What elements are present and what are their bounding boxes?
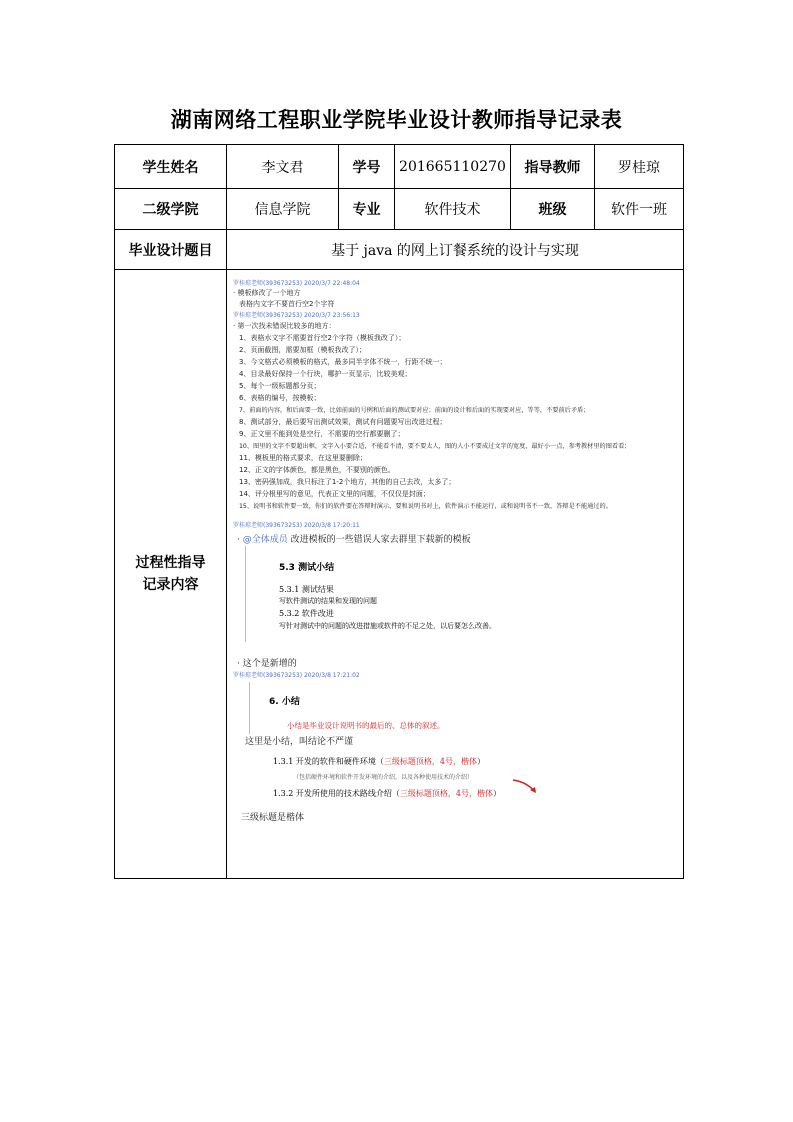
screenshot-line: 1.3.1 开发的软件和硬件环境（三级标题顶格，4号，楷体） — [273, 757, 485, 766]
list-item: 5、每个一级标题都分页； — [239, 382, 321, 390]
screenshot-red-text: 三级标题顶格，4号，楷体 — [399, 789, 493, 798]
chat-meta: 罗桂琼老师(393673253) 2020/3/8 17:20:11 — [233, 522, 360, 529]
screenshot-subheading: 5.3.2 软件改进 — [279, 609, 334, 618]
chat-text: · @全体成员 改进模板的一些错误人家去群里下载新的模板 — [237, 535, 471, 545]
chat-text: · 这个是新增的 — [237, 659, 297, 669]
screenshot-red-text: 小结是毕业设计说明书的最后的、总体的叙述。 — [287, 721, 445, 730]
chat-text: 改进模板的一些错误人家去群里下载新的模板 — [287, 535, 471, 545]
student-id-value: 201665110270 — [395, 145, 511, 189]
list-item: 6、表格的编号，按模板； — [239, 394, 321, 402]
list-item: 3、今文格式必须模板的格式，最多同半字体不统一，行距不统一； — [239, 358, 447, 366]
college-label: 二级学院 — [115, 189, 227, 230]
process-record-label-line2: 记录内容 — [142, 577, 199, 593]
chat-meta: 罗桂琼老师(393673253) 2020/3/8 17:21:02 — [233, 672, 360, 679]
chat-text: 表格内文字不要首行空2个字符 — [239, 300, 335, 308]
student-id-label: 学号 — [339, 145, 395, 189]
table-row — [115, 145, 684, 189]
red-arrow-icon — [511, 778, 541, 796]
list-item: 15、说明书和软件要一致，你们的软件要在答辩时演示，要和说明书对上，软件演示不能运行，或和说明书不一致，答辩是不能通过的。 — [239, 503, 612, 510]
chat-log-screenshot — [227, 270, 684, 879]
screenshot-heading: 5.3 测试小结 — [279, 563, 335, 573]
screenshot-text: 写针对测试中的问题的改进措施或软件的不足之处，以后要怎么改善。 — [279, 622, 496, 630]
screenshot-text: 写软件测试的结果和发现的问题 — [279, 597, 377, 605]
major-label: 专业 — [339, 189, 395, 230]
chat-text: · 第一次找未错误比较多的地方： — [233, 322, 336, 330]
chat-meta: 罗桂琼老师(393673253) 2020/3/7 23:56:13 — [233, 312, 360, 319]
heading-format-screenshot — [253, 748, 571, 804]
chat-text: 三级标题是楷体 — [241, 813, 305, 823]
list-item: 7、前面的内容，和后面要一致，比如前面的号例和后面的测试要对应；前面的设计和后面的实现要对应，等等，不要前后矛盾； — [239, 407, 590, 414]
table-row — [115, 270, 684, 879]
teacher-value: 罗桂琼 — [595, 145, 684, 189]
topic-value: 基于 java 的网上订餐系统的设计与实现 — [227, 230, 684, 270]
list-item: 1、表格水文字不需要首行空2个字符（模板我改了）； — [239, 334, 406, 342]
major-value: 软件技术 — [395, 189, 511, 230]
teacher-label: 指导教师 — [511, 145, 595, 189]
screenshot-red-text: 三级标题顶格，4号，楷体 — [383, 757, 477, 766]
list-item: 8、测试部分，最后要写出测试效果，测试有问题要写出改进过程； — [239, 418, 447, 426]
list-item: 4、目录最好保持一个行块，哪护一页显示，比较美观； — [239, 370, 412, 378]
college-value: 信息学院 — [227, 189, 339, 230]
screenshot-heading: 6. 小结 — [269, 697, 300, 707]
template-screenshot — [249, 546, 559, 646]
chat-meta: 罗桂琼老师(393673253) 2020/3/7 22:48:04 — [233, 280, 360, 287]
list-item: 11、模板里的格式要求，在这里要删除； — [239, 454, 367, 462]
chat-text: 这里是小结，叫结论不严谨 — [245, 737, 354, 747]
screenshot-note: （包括硬件环境和软件开发环境的介绍，以及各种使用技术的介绍） — [293, 774, 474, 781]
student-name-value: 李文君 — [227, 145, 339, 189]
summary-screenshot — [253, 682, 513, 736]
table-row — [115, 189, 684, 230]
process-record-label — [115, 270, 227, 879]
image-border — [245, 546, 246, 642]
class-label: 班级 — [511, 189, 595, 230]
screenshot-line: 1.3.2 开发所使用的技术路线介绍（三级标题顶格，4号，楷体） — [273, 789, 501, 798]
topic-label: 毕业设计题目 — [115, 230, 227, 270]
list-item: 9、正文里不能到处是空行，不需要的空行都要删了； — [239, 430, 405, 438]
image-border — [249, 682, 250, 734]
page-title: 湖南网络工程职业学院毕业设计教师指导记录表 — [170, 107, 623, 132]
list-item: 2、页面截图，需要加框（模板我改了）； — [239, 346, 366, 354]
class-value: 软件一班 — [595, 189, 684, 230]
screenshot-subheading: 5.3.1 测试结果 — [279, 585, 334, 594]
guidance-record-table — [114, 144, 684, 879]
mention-all: @全体成员 — [242, 535, 288, 545]
process-record-label-line1: 过程性指导 — [135, 555, 206, 571]
table-row — [115, 230, 684, 270]
chat-text: · 模板修改了一个地方 — [233, 289, 301, 297]
student-name-label: 学生姓名 — [115, 145, 227, 189]
list-item: 13、密码强加成，我只标注了1-2个地方，其他的自己去改，太多了； — [239, 478, 456, 486]
list-item: 10、图里的文字不要超出框，文字入小要合适，不能看不清，要不要太人，图的人小不要成过文字的宽度，最好小一点，参考教材里的图看看； — [239, 443, 631, 450]
list-item: 12、正文的字体颜色，都是黑色，不要别的颜色。 — [239, 466, 395, 474]
list-item: 14、评分根里写的意见，代表正文里的问题，不仅仅是封面； — [239, 490, 430, 498]
